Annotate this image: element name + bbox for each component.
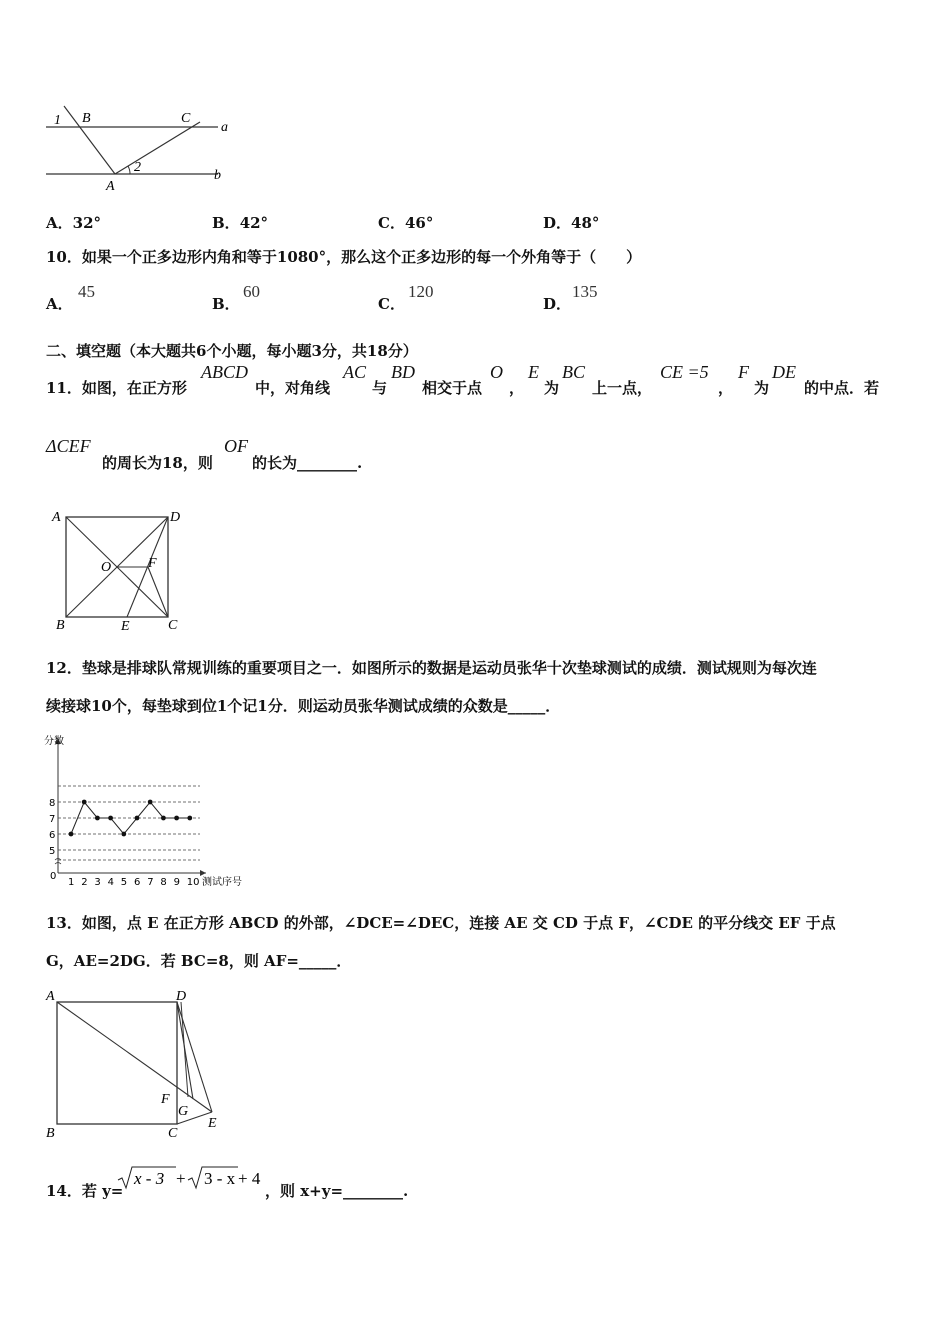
q13-fig-d: D <box>176 989 187 1004</box>
q10-option-d-letter: D． <box>543 295 572 313</box>
q11-fig-f: F <box>148 556 157 571</box>
q14-text-2: ，则 x+y=________. <box>265 1182 409 1200</box>
chart-x-tick-label: 10 <box>186 877 200 888</box>
q12-line-2: 续接球10个，每垫球到位1个记1分．则运动员张华测试成绩的众数是_____． <box>46 697 561 715</box>
q11-text-1: 11．如图，在正方形 <box>46 379 187 397</box>
q9-option-c: C．46° <box>378 214 434 232</box>
q11-math-o: O <box>490 362 503 382</box>
q11-math-ce: CE =5 <box>660 362 709 382</box>
chart-x-tick-label: 1 <box>68 877 75 888</box>
chart-x-tick-label: 6 <box>134 877 141 888</box>
q10-option-a-letter: A． <box>46 295 73 313</box>
q11-fig-d: D <box>170 510 181 525</box>
chart-data-point <box>82 800 87 805</box>
q13-line-2: G，AE=2DG．若 BC=8，则 AF=_____． <box>46 952 352 970</box>
q11-text-8: ， <box>718 379 734 397</box>
q10-option-d-value: 135 <box>572 282 598 301</box>
q11-figure <box>46 505 196 635</box>
q11-text-12: 的长为________. <box>252 454 363 472</box>
chart-x-axis-title: 测试序号 <box>202 877 242 888</box>
q12-chart <box>40 730 270 890</box>
q10-stem: 10．如果一个正多边形内角和等于1080°，那么这个正多边形的每一个外角等于（ ） <box>46 248 642 266</box>
chart-x-tick-label: 8 <box>160 877 167 888</box>
q14-radical-expression <box>116 1164 276 1194</box>
q9-option-d: D．48° <box>543 214 600 232</box>
q11-fig-c: C <box>168 618 178 633</box>
q13-fig-c: C <box>168 1126 178 1141</box>
chart-y-tick-label: 8 <box>49 798 56 809</box>
chart-x-tick-label: 7 <box>147 877 154 888</box>
q9-label-b-point: B <box>82 111 91 126</box>
q11-math-de: DE <box>772 362 796 382</box>
chart-data-point <box>95 816 100 821</box>
q11-text-3: 与 <box>372 379 388 397</box>
q11-text-10: 的中点．若 <box>804 379 880 397</box>
chart-data-point <box>148 800 153 805</box>
q11-text-2: 中，对角线 <box>255 379 331 397</box>
q10-option-a-value: 45 <box>78 282 95 301</box>
q14-radicand-2: 3 - x <box>204 1169 236 1188</box>
chart-data-point <box>135 816 140 821</box>
chart-x-tick-label: 4 <box>107 877 114 888</box>
chart-origin-label: 0 <box>50 871 57 882</box>
q11-math-bd: BD <box>391 362 415 382</box>
chart-x-arrow <box>200 870 206 876</box>
q14-text-1: 14．若 y= <box>46 1182 124 1200</box>
q11-text-5: ， <box>509 379 525 397</box>
q11-fig-e: E <box>121 619 130 634</box>
q11-math-triangle: ΔCEF <box>46 436 91 456</box>
q11-fig-o: O <box>101 560 112 575</box>
chart-x-tick-label: 5 <box>120 877 128 888</box>
chart-data-point <box>108 816 113 821</box>
q13-fig-g: G <box>178 1104 189 1119</box>
chart-y-axis-title: 分数 <box>44 736 64 747</box>
q11-math-of: OF <box>224 436 248 456</box>
chart-y-tick-label: 7 <box>49 814 56 825</box>
q14-plus: + <box>176 1169 186 1188</box>
q11-text-4: 相交于点 <box>422 379 483 397</box>
q13-fig-b: B <box>46 1126 55 1141</box>
q14-tail: + 4 <box>238 1169 261 1188</box>
chart-x-tick-label: 9 <box>173 877 180 888</box>
q11-math-f: F <box>738 362 749 382</box>
q13-fig-a: A <box>46 989 55 1004</box>
q9-option-b: B．42° <box>212 214 269 232</box>
q13-line-1: 13．如图，点 E 在正方形 ABCD 的外部，∠DCE=∠DEC，连接 AE 交 CD 于点 F，∠CDE 的平分线交 EF 于点 <box>46 914 836 932</box>
q9-option-a: A．32° <box>46 214 102 232</box>
q11-text-9: 为 <box>754 379 770 397</box>
q11-math-e: E <box>528 362 539 382</box>
q10-option-b-value: 60 <box>243 282 260 301</box>
q11-fig-b: B <box>56 618 65 633</box>
q12-line-1: 12．垫球是排球队常规训练的重要项目之一．如图所示的数据是运动员张华十次垫球测试的成绩．测试规则为每次连 <box>46 659 817 677</box>
q13-figure <box>40 985 240 1145</box>
q10-option-b-letter: B． <box>212 295 240 313</box>
q10-option-c-letter: C． <box>378 295 405 313</box>
q10-option-c-value: 120 <box>408 282 434 301</box>
q13-fig-f: F <box>161 1092 170 1107</box>
q11-text-6: 为 <box>544 379 560 397</box>
chart-y-tick-label: 5 <box>49 846 56 857</box>
q9-figure <box>40 100 240 195</box>
q9-label-a-point: A <box>106 179 115 194</box>
q9-label-c: C <box>181 111 191 126</box>
chart-x-tick-label: 2 <box>81 877 88 888</box>
q9-label-2: 2 <box>134 160 141 175</box>
q11-math-bc: BC <box>562 362 586 382</box>
chart-data-point <box>121 832 126 837</box>
q11-math-ac: AC <box>343 362 367 382</box>
chart-data-point <box>187 816 192 821</box>
chart-data-point <box>174 816 179 821</box>
q9-label-line-a: a <box>221 120 228 135</box>
q9-label-1: 1 <box>54 113 61 128</box>
chart-x-tick-label: 3 <box>94 877 101 888</box>
q11-fig-a: A <box>52 510 61 525</box>
chart-data-point <box>69 832 74 837</box>
chart-data-point <box>161 816 166 821</box>
q9-label-line-b: b <box>214 168 221 183</box>
q11-text-7: 上一点， <box>592 379 653 397</box>
chart-y-tick-label: 6 <box>49 830 56 841</box>
section-heading: 二、填空题（本大题共6个小题，每小题3分，共18分） <box>46 342 418 360</box>
q11-text-11: 的周长为18，则 <box>102 454 213 472</box>
q13-fig-e: E <box>208 1116 217 1131</box>
q11-math-abcd: ABCD <box>201 362 248 382</box>
q14-radicand-1: x - 3 <box>134 1169 165 1188</box>
